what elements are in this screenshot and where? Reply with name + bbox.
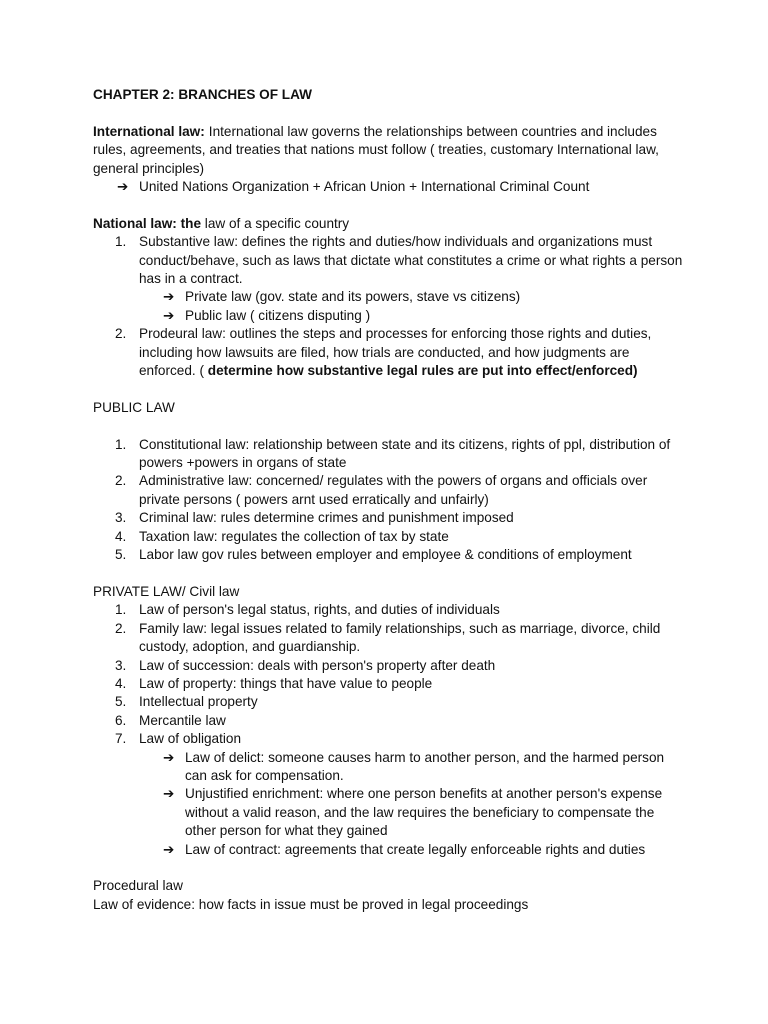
arrow-icon: ➔ [163, 307, 175, 323]
list-item [93, 472, 683, 509]
list-item-text: Mercantile law [139, 712, 226, 728]
sub-bullet [93, 841, 683, 859]
list-number: 5. [115, 547, 127, 563]
list-number: 2. [115, 326, 127, 342]
international-law-bullet-text: United Nations Organization + African Union + International Criminal Count [139, 179, 590, 195]
arrow-icon: ➔ [163, 841, 175, 857]
international-law-paragraph [93, 123, 683, 178]
list-item-text: Law of obligation [139, 731, 242, 747]
list-number: 2. [115, 473, 127, 489]
list-number: 3. [115, 657, 127, 673]
sub-bullet-text: Unjustified enrichment: where one person benefits at another person's expense without a valid reason, and the law requires the beneficiary to compensate the other person for what they gained [185, 786, 663, 839]
sub-bullet [93, 307, 683, 325]
list-item-text: Law of succession: deals with person's property after death [139, 657, 496, 673]
international-law-label: International law: [93, 123, 205, 139]
list-item [93, 730, 683, 748]
list-item [93, 712, 683, 730]
procedural-law-text: Law of evidence: how facts in issue must be proved in legal proceedings [93, 896, 529, 912]
list-item-text: Taxation law: regulates the collection of tax by state [139, 528, 449, 544]
list-item [93, 509, 683, 527]
list-item-text: Prodeural law: outlines the steps and processes for enforcing those rights and duties, including how lawsuits are filed, how trials are conducted, and how judgments are enforced. ( [139, 326, 652, 379]
sub-bullet-text: Public law ( citizens disputing ) [185, 307, 371, 323]
list-number: 1. [115, 436, 127, 452]
list-number: 5. [115, 694, 127, 710]
arrow-icon: ➔ [163, 289, 175, 305]
list-item [93, 675, 683, 693]
list-item-text: Law of property: things that have value to people [139, 675, 433, 691]
list-item-text: Constitutional law: relationship between state and its citizens, rights of ppl, distribution of powers +powers in organs of state [139, 436, 671, 471]
list-item-text: Law of person's legal status, rights, and duties of individuals [139, 602, 500, 618]
list-item-bold-text: determine how substantive legal rules are put into effect/enforced) [207, 363, 638, 379]
private-law-heading: PRIVATE LAW/ Civil law [93, 583, 240, 599]
international-law-text: International law governs the relationships between countries and includes rules, agreements, and treaties that nations must follow ( treaties, customary International law, general principles) [93, 123, 659, 176]
list-item [93, 601, 683, 619]
list-item-text: Administrative law: concerned/ regulates with the powers of organs and officials over private persons ( powers arnt used erratically and unfairly) [139, 473, 648, 507]
list-item [93, 546, 683, 564]
procedural-law-heading: Procedural law [93, 878, 183, 894]
national-law-paragraph [93, 215, 683, 233]
list-item [93, 693, 683, 711]
list-number: 6. [115, 712, 127, 728]
list-number: 2. [115, 620, 127, 636]
list-item [93, 325, 683, 380]
chapter-title: CHAPTER 2: BRANCHES OF LAW [93, 87, 313, 102]
list-item-text: Intellectual property [139, 694, 258, 710]
list-item [93, 620, 683, 657]
arrow-icon: ➔ [163, 786, 175, 802]
list-number: 4. [115, 528, 127, 544]
list-item-text: Labor law gov rules between employer and employee & conditions of employment [139, 547, 632, 563]
list-number: 4. [115, 675, 127, 691]
sub-bullet [93, 288, 683, 306]
list-item [93, 436, 683, 473]
list-number: 1. [115, 234, 127, 250]
list-item [93, 528, 683, 546]
sub-bullet-text: Law of contract: agreements that create legally enforceable rights and duties [185, 841, 646, 857]
list-item [93, 233, 683, 288]
sub-bullet-text: Law of delict: someone causes harm to another person, and the harmed person can ask for compensation. [185, 749, 665, 783]
sub-bullet [93, 785, 683, 840]
list-number: 1. [115, 602, 127, 618]
list-number: 7. [115, 731, 127, 747]
list-number: 3. [115, 510, 127, 526]
sub-bullet [93, 749, 683, 786]
national-law-label: National law: the [93, 215, 202, 231]
public-law-heading: PUBLIC LAW [93, 399, 175, 415]
list-item-text: Family law: legal issues related to family relationships, such as marriage, divorce, child custody, adoption, and guardianship. [139, 620, 661, 655]
list-item-text: Substantive law: defines the rights and duties/how individuals and organizations must conduct/behave, such as laws that dictate what constitutes a crime or what rights a person has in a contract. [139, 234, 683, 287]
national-law-text: law of a specific country [204, 215, 350, 231]
sub-bullet-text: Private law (gov. state and its powers, stave vs citizens) [185, 289, 521, 305]
list-item-text: Criminal law: rules determine crimes and punishment imposed [139, 510, 514, 526]
arrow-icon: ➔ [117, 179, 129, 195]
list-item [93, 657, 683, 675]
arrow-icon: ➔ [163, 749, 175, 765]
document-body [93, 86, 683, 914]
international-law-bullet [93, 178, 683, 196]
